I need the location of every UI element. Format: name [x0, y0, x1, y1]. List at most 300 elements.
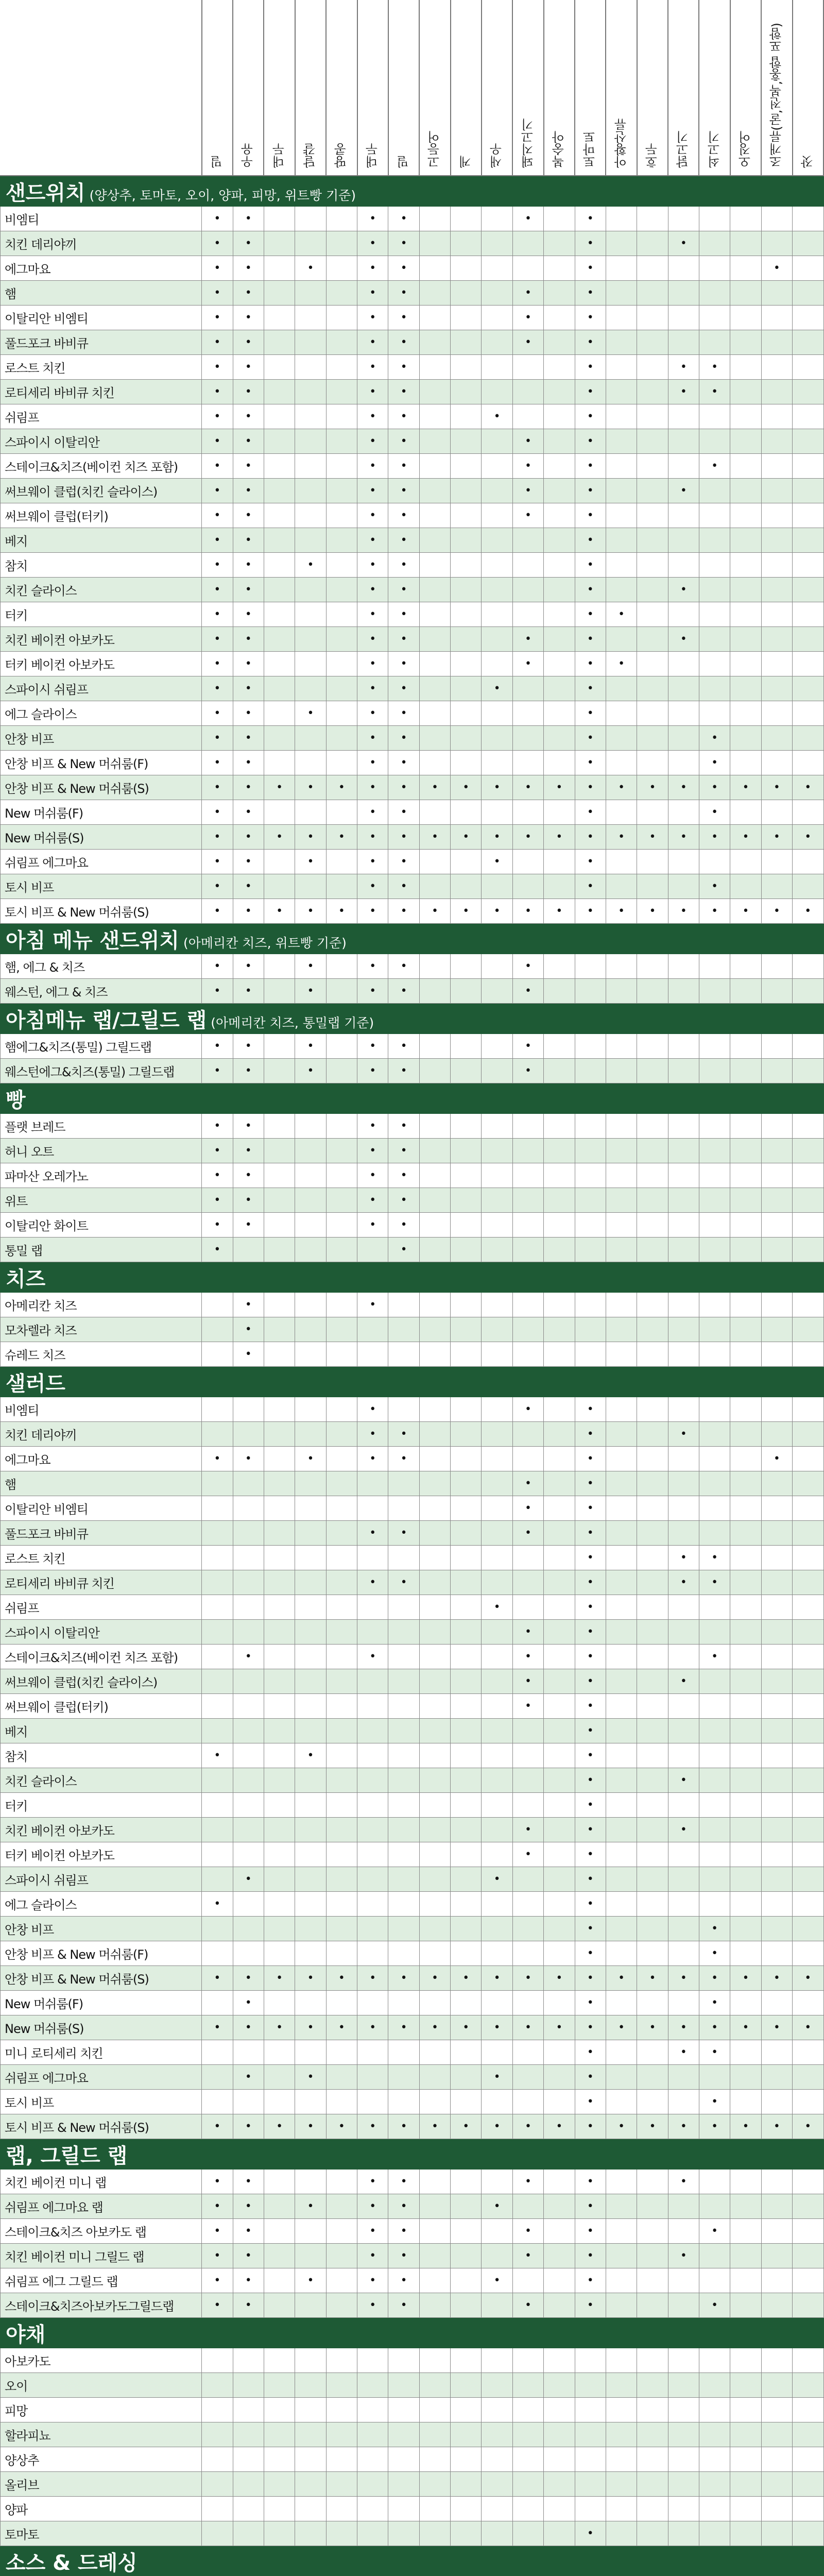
allergen-cell: [264, 231, 295, 256]
allergen-cell: [295, 1114, 326, 1139]
allergen-dot: •: [369, 509, 376, 522]
allergen-dot: •: [245, 682, 252, 695]
allergen-cell: [637, 627, 668, 652]
menu-item-name: 에그마요: [1, 1447, 202, 1471]
allergen-dot: •: [369, 633, 376, 646]
allergen-cell: [575, 1496, 606, 1521]
allergen-cell: [544, 2194, 575, 2219]
allergen-dot: •: [307, 1040, 314, 1053]
allergen-cell: [730, 1422, 761, 1447]
menu-item-name: 로스트 치킨: [1, 355, 202, 380]
allergen-cell: [202, 355, 233, 380]
menu-item-name: 햄: [1, 281, 202, 306]
menu-item-name: 터키: [1, 602, 202, 627]
menu-item-row: [1, 207, 824, 231]
menu-item-row: [1, 553, 824, 578]
allergen-cell: [544, 676, 575, 701]
allergen-dot: •: [742, 2021, 749, 2034]
allergen-cell: [730, 2244, 761, 2268]
allergen-cell: [388, 503, 419, 528]
allergen-cell: [512, 1471, 543, 1496]
allergen-cell: [357, 1867, 388, 1892]
allergen-dot: •: [587, 385, 594, 398]
allergen-dot: •: [680, 2175, 687, 2188]
allergen-cell: [482, 1447, 512, 1471]
allergen-cell: [575, 2472, 606, 2497]
allergen-dot: •: [587, 855, 594, 868]
allergen-cell: [512, 1743, 543, 1768]
allergen-cell: [419, 306, 450, 330]
allergen-cell: [326, 1471, 357, 1496]
allergen-column-header: [202, 0, 233, 176]
allergen-cell: [730, 454, 761, 479]
allergen-cell: [295, 1546, 326, 1570]
allergen-cell: [575, 2015, 606, 2040]
allergen-cell: [730, 726, 761, 751]
menu-item-row: [1, 355, 824, 380]
allergen-cell: [202, 1966, 233, 1991]
allergen-cell: [326, 454, 357, 479]
allergen-cell: [451, 256, 482, 281]
allergen-cell: [419, 1293, 450, 1317]
allergen-cell: [419, 2114, 450, 2139]
allergen-cell: [482, 1059, 512, 1083]
allergen-cell: [668, 1293, 699, 1317]
allergen-cell: [793, 800, 823, 825]
allergen-dot: •: [369, 1298, 376, 1311]
allergen-cell: [668, 1645, 699, 1669]
allergen-cell: [419, 2065, 450, 2090]
allergen-cell: [451, 2293, 482, 2318]
allergen-cell: [637, 676, 668, 701]
allergen-dot: •: [400, 2021, 407, 2034]
allergen-cell: [793, 2015, 823, 2040]
section-title-cell: [1, 1004, 824, 1034]
allergen-dot: •: [400, 1194, 407, 1207]
allergen-dot: •: [307, 831, 314, 843]
allergen-cell: [606, 1114, 637, 1139]
allergen-cell: [295, 503, 326, 528]
allergen-cell: [233, 2090, 264, 2114]
allergen-cell: [793, 1620, 823, 1645]
allergen-cell: [512, 380, 543, 404]
allergen-cell: [575, 578, 606, 602]
allergen-dot: •: [369, 2175, 376, 2188]
allergen-cell: [264, 2194, 295, 2219]
allergen-cell: [793, 1867, 823, 1892]
allergen-dot: •: [214, 1169, 221, 1182]
allergen-cell: [233, 2293, 264, 2318]
allergen-cell: [668, 1422, 699, 1447]
allergen-dot: •: [369, 1576, 376, 1589]
allergen-cell: [699, 330, 730, 355]
allergen-cell: [202, 1422, 233, 1447]
allergen-cell: [357, 751, 388, 775]
menu-item-name: New 머쉬룸(F): [1, 800, 202, 825]
allergen-cell: [793, 1842, 823, 1867]
allergen-cell: [512, 429, 543, 454]
section-title: 아침메뉴 랩/그릴드 랩: [6, 1008, 207, 1032]
allergen-cell: [544, 1768, 575, 1793]
menu-item-name: 이탈리안 비엠티: [1, 306, 202, 330]
menu-item-row: [1, 954, 824, 979]
allergen-cell: [264, 726, 295, 751]
allergen-cell: [233, 2497, 264, 2521]
allergen-cell: [264, 1139, 295, 1163]
allergen-cell: [761, 2219, 792, 2244]
allergen-dot: •: [214, 657, 221, 670]
allergen-cell: [357, 1188, 388, 1213]
section-title-cell: [1, 176, 824, 207]
allergen-cell: [295, 281, 326, 306]
allergen-cell: [575, 1694, 606, 1719]
allergen-dot: •: [556, 905, 563, 918]
allergen-cell: [730, 2521, 761, 2546]
allergen-dot: •: [245, 2175, 252, 2188]
allergen-cell: [544, 1188, 575, 1213]
allergen-cell: [544, 2040, 575, 2065]
allergen-cell: [233, 1768, 264, 1793]
allergen-cell: [544, 1595, 575, 1620]
allergen-dot: •: [587, 435, 594, 448]
allergen-cell: [637, 1471, 668, 1496]
allergen-cell: [544, 825, 575, 850]
allergen-cell: [451, 954, 482, 979]
allergen-cell: [699, 528, 730, 553]
allergen-cell: [575, 1521, 606, 1546]
menu-item-name: 비엠티: [1, 207, 202, 231]
allergen-dot: •: [525, 2175, 531, 2188]
allergen-dot: •: [742, 905, 749, 918]
allergen-cell: [793, 1293, 823, 1317]
menu-item-row: [1, 2447, 824, 2472]
allergen-cell: [202, 627, 233, 652]
allergen-cell: [730, 1743, 761, 1768]
menu-item-row: [1, 602, 824, 627]
allergen-cell: [793, 1991, 823, 2015]
allergen-cell: [264, 1917, 295, 1941]
allergen-cell: [264, 1941, 295, 1966]
allergen-cell: [482, 2521, 512, 2546]
allergen-cell: [295, 1966, 326, 1991]
allergen-cell: [326, 1521, 357, 1546]
allergen-cell: [419, 454, 450, 479]
allergen-cell: [202, 2090, 233, 2114]
allergen-cell: [451, 1422, 482, 1447]
allergen-cell: [295, 1818, 326, 1842]
allergen-cell: [419, 2472, 450, 2497]
allergen-cell: [264, 2373, 295, 2398]
allergen-cell: [637, 1842, 668, 1867]
menu-item-name: 허니 오트: [1, 1139, 202, 1163]
allergen-cell: [326, 1397, 357, 1422]
allergen-cell: [482, 979, 512, 1004]
allergen-cell: [575, 1719, 606, 1743]
allergen-dot: •: [556, 1972, 563, 1985]
allergen-cell: [482, 1743, 512, 1768]
allergen-dot: •: [307, 905, 314, 918]
allergen-cell: [233, 1213, 264, 1238]
allergen-cell: [202, 528, 233, 553]
allergen-dot: •: [587, 460, 594, 472]
allergen-cell: [730, 207, 761, 231]
allergen-cell: [699, 1034, 730, 1059]
menu-item-row: [1, 256, 824, 281]
allergen-cell: [637, 479, 668, 503]
allergen-dot: •: [369, 682, 376, 695]
allergen-dot: •: [525, 1040, 531, 1053]
allergen-cell: [357, 1139, 388, 1163]
allergen-cell: [482, 726, 512, 751]
allergen-cell: [233, 1238, 264, 1262]
allergen-cell: [544, 2348, 575, 2373]
allergen-cell: [637, 1595, 668, 1620]
allergen-cell: [388, 1447, 419, 1471]
allergen-cell: [451, 404, 482, 429]
allergen-cell: [730, 1941, 761, 1966]
allergen-dot: •: [400, 410, 407, 423]
allergen-cell: [295, 2348, 326, 2373]
allergen-dot: •: [307, 1452, 314, 1465]
menu-item-name: New 머쉬룸(F): [1, 1991, 202, 2015]
allergen-cell: [699, 2268, 730, 2293]
allergen-cell: [668, 1793, 699, 1818]
allergen-cell: [730, 2348, 761, 2373]
allergen-cell: [544, 726, 575, 751]
allergen-cell: [419, 1213, 450, 1238]
allergen-dot: •: [245, 1348, 252, 1361]
allergen-cell: [451, 380, 482, 404]
allergen-dot: •: [556, 2021, 563, 2034]
menu-item-row: [1, 1317, 824, 1342]
allergen-cell: [544, 1867, 575, 1892]
allergen-cell: [606, 2244, 637, 2268]
allergen-cell: [388, 1966, 419, 1991]
allergen-cell: [357, 1397, 388, 1422]
allergen-cell: [512, 1966, 543, 1991]
menu-item-row: [1, 1645, 824, 1669]
allergen-cell: [730, 1917, 761, 1941]
allergen-dot: •: [369, 2225, 376, 2238]
allergen-dot: •: [245, 1144, 252, 1157]
allergen-cell: [606, 979, 637, 1004]
allergen-cell: [295, 1317, 326, 1342]
menu-item-name: 스테이크&치즈(베이컨 치즈 포함): [1, 1645, 202, 1669]
allergen-cell: [606, 2040, 637, 2065]
allergen-cell: [295, 800, 326, 825]
allergen-cell: [606, 2170, 637, 2194]
allergen-cell: [264, 1966, 295, 1991]
menu-item-name: 로티세리 바비큐 치킨: [1, 1570, 202, 1595]
menu-item-row: [1, 2398, 824, 2422]
allergen-cell: [637, 1991, 668, 2015]
allergen-cell: [637, 2268, 668, 2293]
allergen-cell: [637, 1496, 668, 1521]
allergen-cell: [357, 2422, 388, 2447]
allergen-cell: [357, 207, 388, 231]
allergen-cell: [761, 2090, 792, 2114]
allergen-dot: •: [525, 781, 531, 794]
section-title: 치즈: [6, 1267, 46, 1291]
allergen-cell: [668, 2194, 699, 2219]
allergen-cell: [699, 1768, 730, 1793]
allergen-cell: [388, 1842, 419, 1867]
allergen-cell: [357, 2348, 388, 2373]
allergen-cell: [326, 2268, 357, 2293]
allergen-dot: •: [214, 583, 221, 596]
allergen-dot: •: [711, 1947, 718, 1960]
allergen-cell: [512, 2293, 543, 2318]
menu-item-name: 치킨 베이컨 미니 그릴드 랩: [1, 2244, 202, 2268]
allergen-cell: [637, 2293, 668, 2318]
allergen-cell: [264, 479, 295, 503]
allergen-cell: [730, 2293, 761, 2318]
allergen-cell: [668, 954, 699, 979]
allergen-cell: [233, 1422, 264, 1447]
allergen-column-label: 아황산류: [614, 118, 629, 168]
allergen-cell: [264, 1342, 295, 1367]
allergen-cell: [419, 726, 450, 751]
allergen-dot: •: [369, 2200, 376, 2213]
allergen-cell: [761, 701, 792, 726]
allergen-cell: [761, 2497, 792, 2521]
allergen-cell: [451, 2447, 482, 2472]
allergen-dot: •: [680, 2021, 687, 2034]
allergen-cell: [295, 825, 326, 850]
allergen-cell: [482, 1818, 512, 1842]
allergen-cell: [699, 1867, 730, 1892]
allergen-cell: [202, 1317, 233, 1342]
allergen-dot: •: [525, 1502, 531, 1515]
allergen-cell: [668, 850, 699, 874]
allergen-cell: [202, 2422, 233, 2447]
allergen-cell: [793, 1719, 823, 1743]
allergen-cell: [544, 1941, 575, 1966]
allergen-cell: [419, 775, 450, 800]
allergen-cell: [326, 528, 357, 553]
allergen-cell: [793, 1595, 823, 1620]
allergen-cell: [388, 1620, 419, 1645]
allergen-dot: •: [245, 2071, 252, 2083]
allergen-cell: [512, 825, 543, 850]
allergen-cell: [264, 2398, 295, 2422]
allergen-cell: [388, 1521, 419, 1546]
allergen-cell: [419, 207, 450, 231]
allergen-cell: [699, 627, 730, 652]
allergen-cell: [388, 454, 419, 479]
allergen-cell: [668, 1447, 699, 1471]
allergen-cell: [451, 429, 482, 454]
allergen-cell: [575, 2170, 606, 2194]
allergen-cell: [264, 256, 295, 281]
allergen-cell: [637, 231, 668, 256]
allergen-cell: [730, 1238, 761, 1262]
allergen-cell: [606, 800, 637, 825]
allergen-cell: [326, 1793, 357, 1818]
allergen-cell: [326, 2015, 357, 2040]
allergen-cell: [295, 429, 326, 454]
menu-item-name: 안창 비프 & New 머쉬룸(S): [1, 1966, 202, 1991]
allergen-cell: [482, 1966, 512, 1991]
allergen-cell: [730, 1521, 761, 1546]
allergen-dot: •: [245, 1298, 252, 1311]
allergen-cell: [699, 874, 730, 899]
allergen-cell: [606, 2065, 637, 2090]
allergen-cell: [295, 479, 326, 503]
menu-item-row: [1, 281, 824, 306]
allergen-cell: [699, 1496, 730, 1521]
allergen-dot: •: [245, 2120, 252, 2133]
allergen-cell: [793, 281, 823, 306]
allergen-cell: [761, 503, 792, 528]
allergen-cell: [668, 1496, 699, 1521]
allergen-cell: [419, 676, 450, 701]
allergen-dot: •: [369, 1194, 376, 1207]
allergen-cell: [668, 1719, 699, 1743]
allergen-cell: [575, 1034, 606, 1059]
allergen-cell: [761, 1546, 792, 1570]
menu-item-row: [1, 1917, 824, 1941]
allergen-dot: •: [214, 2120, 221, 2133]
allergen-cell: [202, 1743, 233, 1768]
allergen-dot: •: [525, 2021, 531, 2034]
allergen-cell: [388, 256, 419, 281]
allergen-cell: [357, 2015, 388, 2040]
allergen-cell: [668, 2219, 699, 2244]
menu-item-row: [1, 1818, 824, 1842]
allergen-cell: [761, 1645, 792, 1669]
allergen-cell: [761, 553, 792, 578]
allergen-dot: •: [525, 1675, 531, 1688]
allergen-dot: •: [587, 831, 594, 843]
allergen-cell: [793, 1059, 823, 1083]
allergen-cell: [761, 2170, 792, 2194]
allergen-cell: [202, 1521, 233, 1546]
allergen-cell: [544, 1213, 575, 1238]
allergen-cell: [233, 899, 264, 924]
allergen-cell: [264, 1163, 295, 1188]
allergen-cell: [233, 1163, 264, 1188]
allergen-dot: •: [245, 336, 252, 349]
allergen-cell: [668, 2447, 699, 2472]
allergen-column-label: 게: [458, 156, 473, 168]
allergen-cell: [202, 1669, 233, 1694]
allergen-dot: •: [214, 905, 221, 918]
allergen-cell: [544, 1422, 575, 1447]
allergen-cell: [761, 2422, 792, 2447]
allergen-cell: [699, 1917, 730, 1941]
allergen-dot: •: [400, 1428, 407, 1440]
allergen-cell: [606, 850, 637, 874]
allergen-cell: [451, 1645, 482, 1669]
allergen-cell: [202, 1694, 233, 1719]
allergen-dot: •: [525, 960, 531, 973]
allergen-cell: [233, 553, 264, 578]
allergen-cell: [264, 2219, 295, 2244]
allergen-cell: [637, 1620, 668, 1645]
allergen-column-header: [419, 0, 450, 176]
allergen-cell: [233, 256, 264, 281]
allergen-cell: [761, 2015, 792, 2040]
allergen-cell: [606, 1496, 637, 1521]
allergen-dot: •: [493, 905, 501, 918]
allergen-dot: •: [711, 1650, 718, 1663]
allergen-dot: •: [245, 1218, 252, 1231]
allergen-cell: [606, 1422, 637, 1447]
allergen-cell: [233, 479, 264, 503]
allergen-cell: [388, 2373, 419, 2398]
allergen-dot: •: [587, 1576, 594, 1589]
